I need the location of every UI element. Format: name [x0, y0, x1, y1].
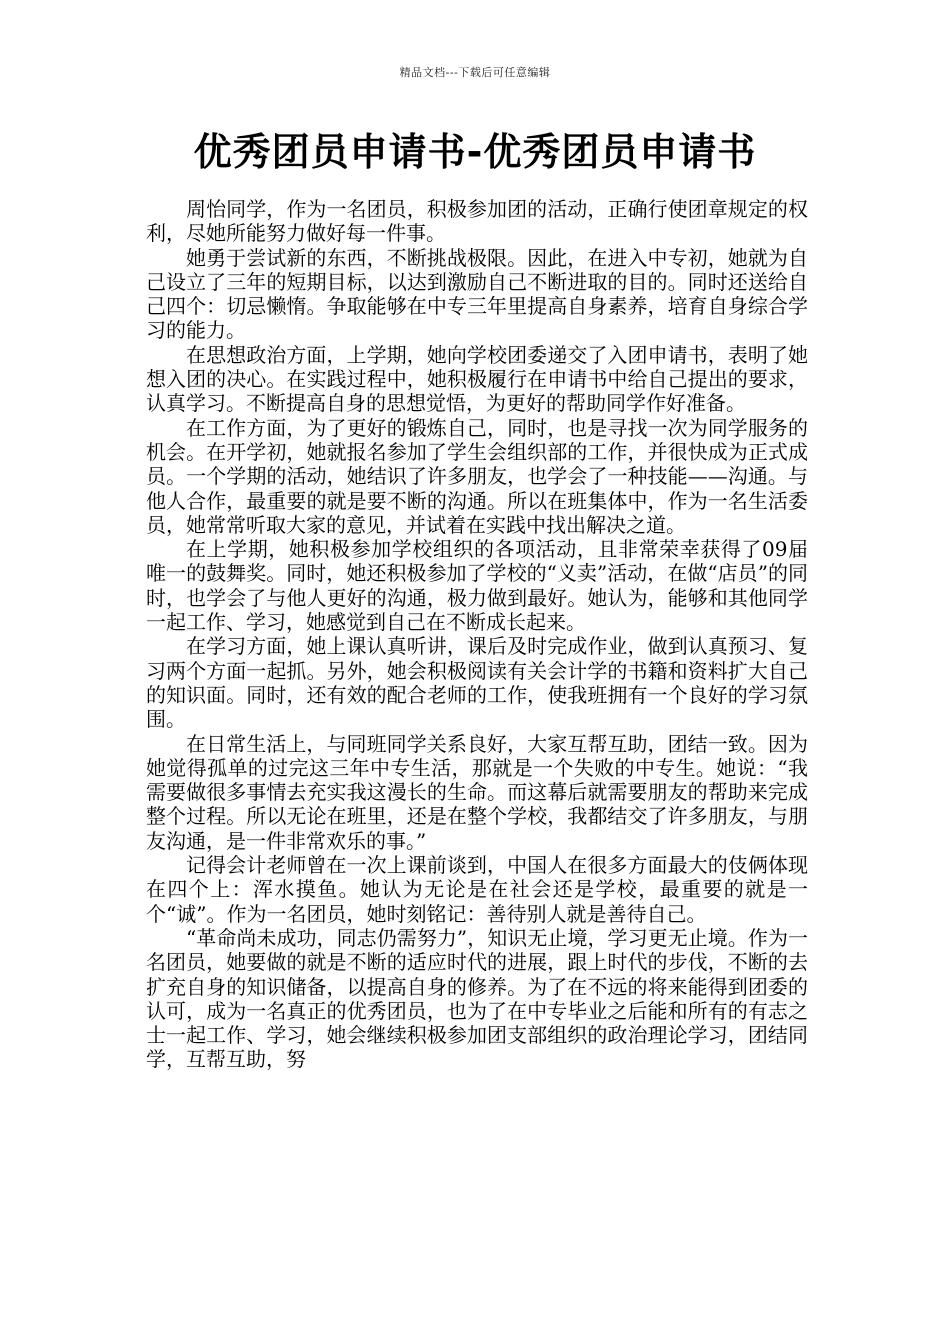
paragraph-2: 她勇于尝试新的东西，不断挑战极限。因此，在进入中专初，她就为自己设立了三年的短期目标，以达到激励自己不断进取的目的。同时还送给自己四个：切忌懒惰。争取能够在中专三年里提高自身素养，培育自身综合学习的能力。 — [146, 245, 808, 343]
paragraph-3: 在思想政治方面，上学期，她向学校团委递交了入团申请书，表明了她想入团的决心。在实践过程中，她积极履行在申请书中给自己提出的要求，认真学习。不断提高自身的思想觉悟，为更好的帮助同学作好准备。 — [146, 342, 808, 416]
header-note: 精品文档---下载后可任意编辑 — [399, 66, 551, 79]
paragraph-6: 在学习方面，她上课认真听讲，课后及时完成作业，做到认真预习、复习两个方面一起抓。另外，她会积极阅读有关会计学的书籍和资料扩大自己的知识面。同时，还有效的配合老师的工作，使我班拥有一个良好的学习氛围。 — [146, 634, 808, 732]
document-body — [146, 197, 808, 1072]
paragraph-9: “革命尚未成功，同志仍需努力”，知识无止境，学习更无止境。作为一名团员，她要做的就是不断的适应时代的进展，跟上时代的步伐，不断的去扩充自身的知识储备，以提高自身的修养。为了在不远的将来能得到团委的认可，成为一名真正的优秀团员，也为了在中专毕业之后能和所有的有志之士一起工作、学习，她会继续积极参加团支部组织的政治理论学习，团结同学，互帮互助，努 — [146, 925, 808, 1072]
paragraph-8: 记得会计老师曾在一次上课前谈到，中国人在很多方面最大的伎俩体现在四个上：浑水摸鱼。她认为无论是在社会还是学校，最重要的就是一个“诚”。作为一名团员，她时刻铭记：善待别人就是善待自己。 — [146, 853, 808, 926]
paragraph-4: 在工作方面，为了更好的锻炼自己，同时，也是寻找一次为同学服务的机会。在开学初，她就报名参加了学生会组织部的工作，并很快成为正式成员。一个学期的活动，她结识了许多朋友，也学会了一种技能——沟通。与他人合作，最重要的就是要不断的沟通。所以在班集体中，作为一名生活委员，她常常听取大家的意见，并试着在实践中找出解决之道。 — [146, 415, 808, 537]
paragraph-7: 在日常生活上，与同班同学关系良好，大家互帮互助，团结一致。因为她觉得孤单的过完这三年中专生活，那就是一个失败的中专生。她说：“我需要做很多事情去充实我这漫长的生命。而这幕后就需要朋友的帮助来完成整个过程。所以无论在班里，还是在整个学校，我都结交了许多朋友，与朋友沟通，是一件非常欢乐的事。” — [146, 731, 808, 853]
paragraph-1: 周怡同学，作为一名团员，积极参加团的活动，正确行使团章规定的权利，尽她所能努力做好每一件事。 — [146, 197, 808, 246]
paragraph-5: 在上学期，她积极参加学校组织的各项活动，且非常荣幸获得了09届唯一的鼓舞奖。同时，她还积极参加了学校的“义卖”活动，在做“店员”的同时，也学会了与他人更好的沟通，极力做到最好。她认为，能够和其他同学一起工作、学习，她感觉到自己在不断成长起来。 — [146, 537, 808, 635]
document-title: 优秀团员申请书-优秀团员申请书 — [193, 130, 757, 174]
